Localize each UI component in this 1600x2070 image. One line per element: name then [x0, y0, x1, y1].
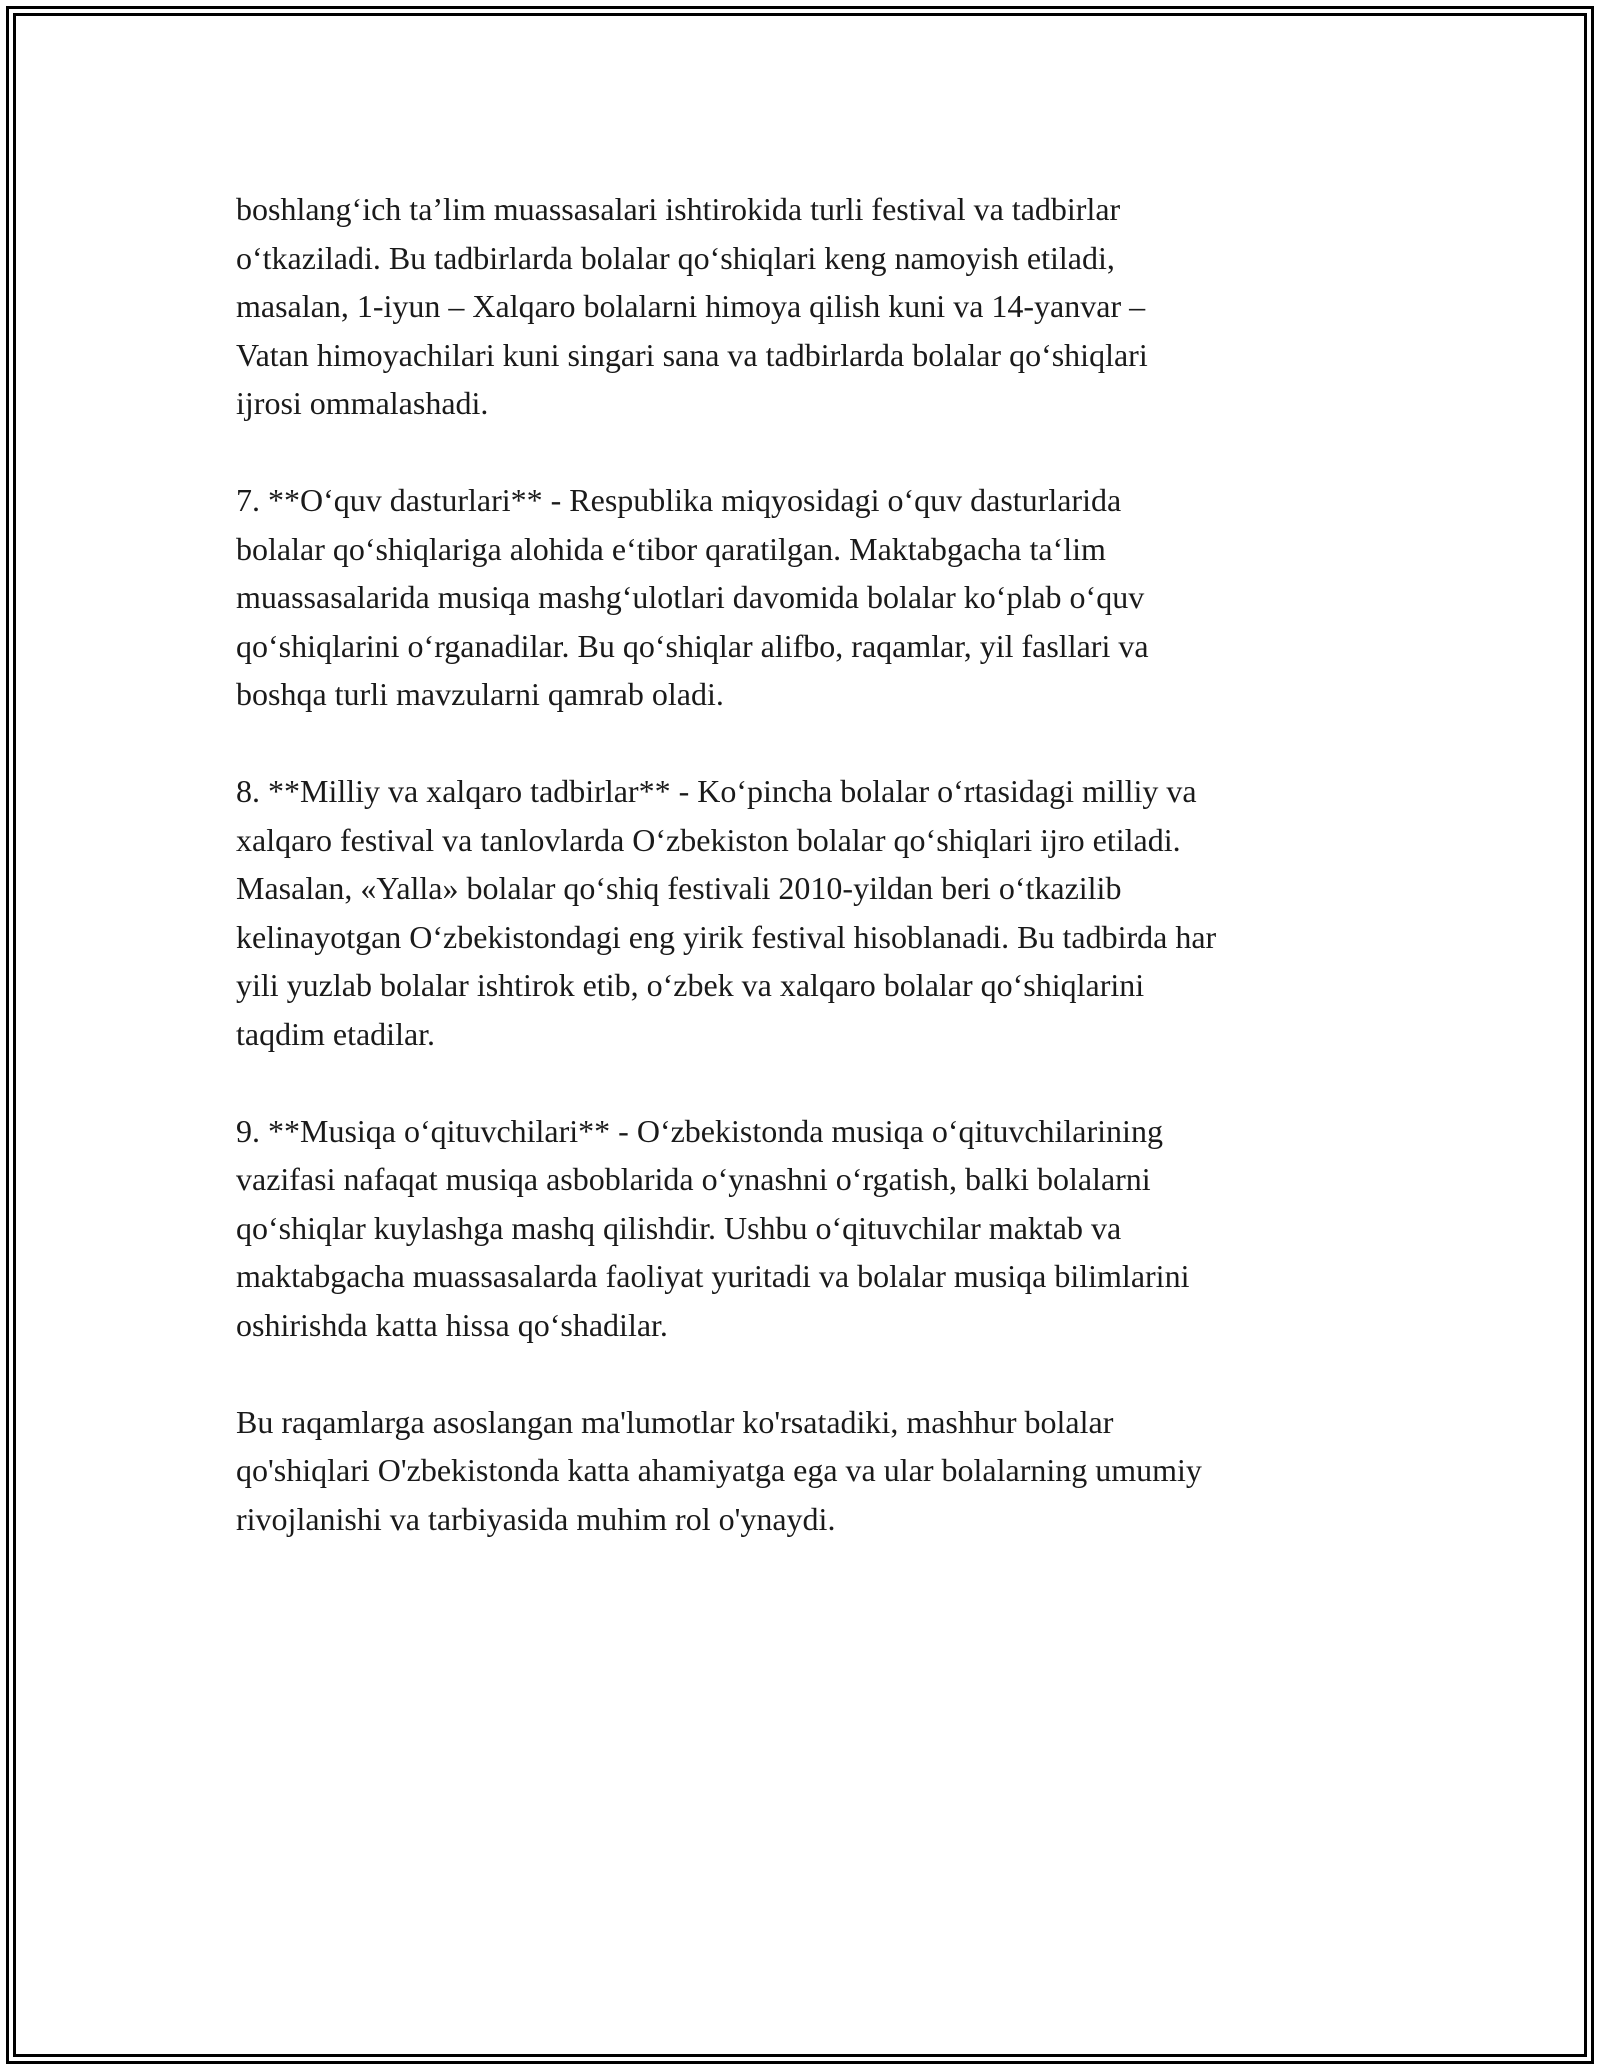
paragraph-conclusion: Bu raqamlarga asoslangan ma'lumotlar ko'rsatadiki, mashhur bolalar qo'shiqlari O'zbekistonda katta ahamiyatga ega va ular bolalarning umumiy rivojlanishi va tarbiyasida muhim rol o'ynaydi.	[236, 1403, 1202, 1537]
document-body	[236, 185, 1366, 1592]
paragraph-music-teachers: 9. **Musiqa o‘qituvchilari** - O‘zbekistonda musiqa o‘qituvchilarining vazifasi nafaqat musiqa asboblarida o‘ynashni o‘rgatish, balki bolalarni qo‘shiqlar kuylashga mashq qilishdir. Ushbu o‘qituvchilar maktab va maktabgacha muassasalarda faoliyat yuritadi va bolalar musiqa bilimlarini oshirishda katta hissa qo‘shadilar.	[236, 1112, 1190, 1343]
paragraph-national-international-events: 8. **Milliy va xalqaro tadbirlar** - Ko‘pincha bolalar o‘rtasidagi milliy va xalqaro festival va tanlovlarda O‘zbekiston bolalar qo‘shiqlari ijro etiladi. Masalan, «Yalla» bolalar qo‘shiq festivali 2010-yildan beri o‘tkazilib kelinayotgan O‘zbekistondagi eng yirik festival hisoblanadi. Bu tadbirda har yili yuzlab bolalar ishtirok etib, o‘zbek va xalqaro bolalar qo‘shiqlarini taqdim etadilar.	[236, 773, 1217, 1052]
paragraph-curricula: 7. **O‘quv dasturlari** - Respublika miqyosidagi o‘quv dasturlarida bolalar qo‘shiqlariga alohida e‘tibor qaratilgan. Maktabgacha ta‘lim muassasalarida musiqa mashg‘ulotlari davomida bolalar ko‘plab o‘quv qo‘shiqlarini o‘rganadilar. Bu qo‘shiqlar alifbo, raqamlar, yil fasllari va boshqa turli mavzularni qamrab oladi.	[236, 482, 1149, 712]
paragraph-festivals-continued: boshlang‘ich ta’lim muassasalari ishtirokida turli festival va tadbirlar o‘tkaziladi. Bu tadbirlarda bolalar qo‘shiqlari keng namoyish etiladi, masalan, 1-iyun – Xalqaro bolalarni himoya qilish kuni va 14-yanvar – Vatan himoyachilari kuni singari sana va tadbirlarda bolalar qo‘shiqlari ijrosi ommalashadi.	[236, 191, 1148, 421]
